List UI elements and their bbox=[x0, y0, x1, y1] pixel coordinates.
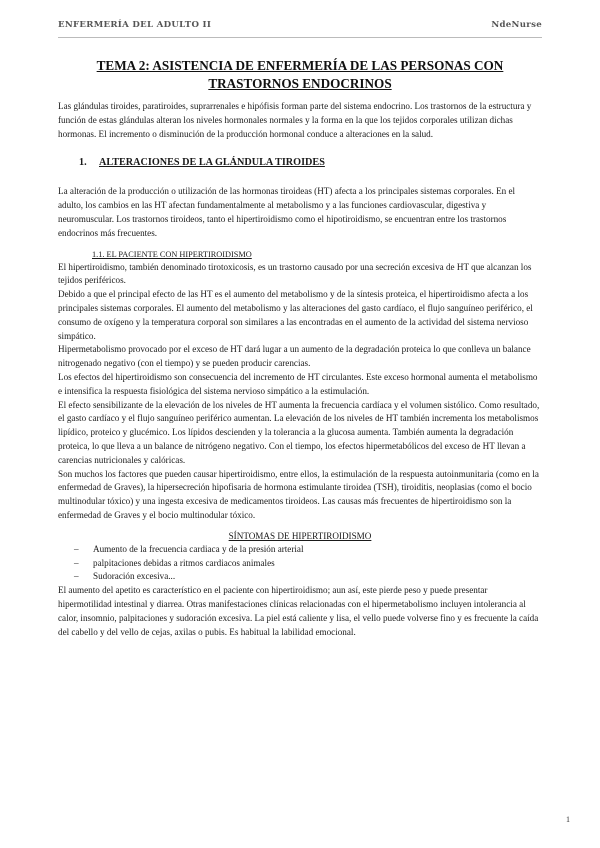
document-title bbox=[58, 57, 542, 93]
header-author: NdeNurse bbox=[491, 20, 542, 30]
section-title: ALTERACIONES DE LA GLÁNDULA TIROIDES bbox=[98, 157, 325, 169]
paragraph-1: El hipertiroidismo, también denominado tirotoxicosis, es un trastorno causado por una secreción excesiva de HT que alcanzan los tejidos periféricos. bbox=[58, 261, 532, 286]
intro-paragraph: Las glándulas tiroides, paratiroides, suprarrenales e hipófisis forman parte del sistema endocrino. Los trastornos de la estructura y función de estas glándulas alteran los niveles hormonales normales y la forma en la que los tejidos corporales utilizan dichas hormonas. El incremento o disminución de la producción hormonal conduce a alteraciones en la salud. bbox=[58, 101, 532, 139]
title-line-2: TRASTORNOS ENDOCRINOS bbox=[208, 76, 392, 91]
section-number: 1. bbox=[79, 157, 87, 169]
dash-bullet: – bbox=[74, 557, 79, 568]
symptoms-heading: SÍNTOMAS DE HIPERTIROIDISMO bbox=[228, 530, 372, 541]
symptoms-list bbox=[58, 543, 542, 584]
dash-bullet: – bbox=[74, 543, 79, 554]
paragraph-6: Son muchos los factores que pueden causar hipertiroidismo, entre ellos, la estimulación de la respuesta autoinmunitaria (como en la enfermedad de Graves), la hipersecreción hipofisaria de hormona estimulante tiroidea (TSH), tiroiditis, neoplasias (como el bocio multinodular tóxico) y una ingesta excesiva de medicamentos tiroideos. Las causas más frecuentes de hipertiroidismo son la enfermedad de Graves y el bocio multinodular tóxico. bbox=[58, 468, 539, 520]
header-course: ENFERMERÍA DEL ADULTO II bbox=[58, 20, 212, 30]
paragraph-5: El efecto sensibilizante de la elevación de los niveles de HT aumenta la frecuencia cardíaca y el volumen sistólico. Como resultado, el gasto cardíaco y el flujo sanguíneo periférico aumentan. La elevación de los niveles de HT también incrementa los metabolismos lipídico, proteico y glucémico. Los lípidos descienden y la tolerancia a la glucosa aumenta. También aumenta la degradación proteica, lo que lleva a un balance de nitrógeno negativo. Con el tiempo, los efectos hipermetabólicos del exceso de HT llevan a carencias nutricionales y calóricas. bbox=[58, 399, 540, 465]
paragraph-4: Los efectos del hipertiroidismo son consecuencia del incremento de HT circulantes. Este exceso hormonal aumenta el metabolismo e intensifica la respuesta fisiológica del sistema nervioso simpático a la estimulación. bbox=[58, 371, 538, 396]
list-item bbox=[58, 543, 542, 557]
symptom-text: Aumento de la frecuencia cardiaca y de la presión arterial bbox=[93, 543, 304, 554]
title-line-1: TEMA 2: ASISTENCIA DE ENFERMERÍA DE LAS PERSONAS CON bbox=[96, 58, 504, 73]
symptom-text: palpitaciones debidas a ritmos cardiacos animales bbox=[93, 557, 275, 568]
paragraph-2: Debido a que el principal efecto de las HT es el aumento del metabolismo y de la síntesis proteica, el hipertiroidismo afecta a los principales sistemas corporales. El aumento del metabolismo y las alteraciones del gasto cardíaco, el flujo sanguíneo periférico, el consumo de oxígeno y la temperatura corporal son similares a las encontradas en el aumento de la actividad del sistema nervioso simpático. bbox=[58, 289, 533, 341]
section-heading bbox=[58, 156, 542, 170]
section-paragraph: La alteración de la producción o utilización de las hormonas tiroideas (HT) afecta a los principales sistemas corporales. En el adulto, los cambios en las HT afectan fundamentalmente al metabolismo y a las funciones cardiovascular, digestiva y neuromuscular. Los trastornos tiroideos, tanto el hipertiroidismo como el hipotiroidismo, se encuentran entre los trastornos endocrinos más frecuentes. bbox=[58, 186, 516, 238]
dash-bullet: – bbox=[74, 571, 79, 582]
list-item bbox=[58, 570, 542, 584]
subsection-heading: 1.1. EL PACIENTE CON HIPERTIROIDISMO bbox=[92, 249, 252, 259]
page-number: 1 bbox=[566, 815, 570, 824]
header-divider bbox=[58, 37, 542, 38]
paragraph-3: Hipermetabolismo provocado por el exceso de HT dará lugar a un aumento de la degradación proteica lo que conlleva un balance nitrogenado negativo (con el tiempo) y se pueden producir carencias. bbox=[58, 344, 531, 369]
symptom-text: Sudoración excesiva... bbox=[93, 571, 176, 582]
page-header bbox=[58, 20, 542, 34]
closing-paragraph: El aumento del apetito es característico en el paciente con hipertiroidismo; aun así, este pierde peso y puede presentar hipermotilidad intestinal y diarrea. Otras manifestaciones clínicas relacionadas con el hipermetabolismo incluyen intolerancia al calor, insomnio, palpitaciones y sudoración excesiva. La piel está caliente y lisa, el vello puede volverse fino y es frecuente la caída del cabello y del vello de cejas, axilas o pubis. Es habitual la labilidad emocional. bbox=[58, 585, 539, 637]
document-body bbox=[58, 100, 542, 639]
list-item bbox=[58, 557, 542, 571]
